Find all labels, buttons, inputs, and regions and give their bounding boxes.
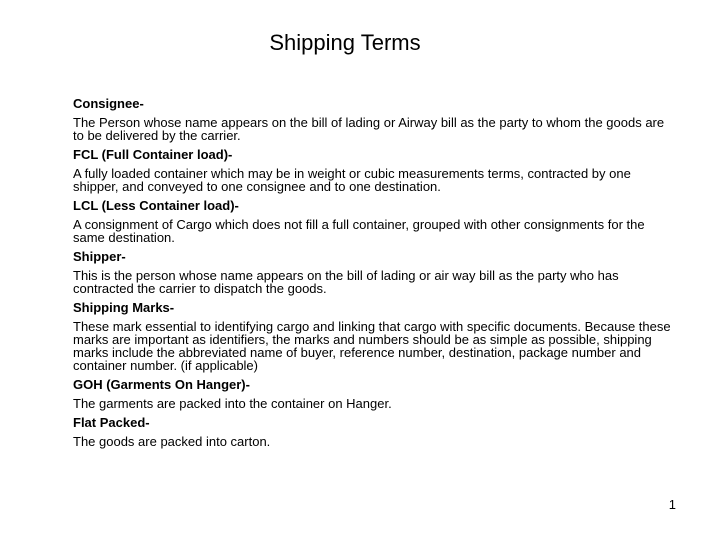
term-definition-consignee: The Person whose name appears on the bill of lading or Airway bill as the party to whom the goods are to be delivered by the carrier. [73, 115, 665, 143]
term-definition-goh: The garments are packed into the container on Hanger. [73, 396, 392, 411]
terms-list [73, 96, 673, 453]
term-heading-shipping-marks: Shipping Marks- [73, 300, 175, 315]
term-definition-fcl: A fully loaded container which may be in weight or cubic measurements terms, contracted by one shipper, and conveyed to one consignee and to one destination. [73, 166, 631, 194]
page-number: 1 [668, 497, 676, 512]
term-definition-flat-packed: The goods are packed into carton. [73, 434, 271, 449]
slide-title: Shipping Terms [269, 30, 421, 55]
term-heading-shipper: Shipper- [73, 249, 126, 264]
term-definition-shipping-marks: These mark essential to identifying cargo and linking that cargo with specific documents. Because these marks are important as identifiers, the marks and numbers should be as simple as possible, shipping marks include the abbreviated name of buyer, reference number, destination, package number and container number. (if applicable) [73, 319, 671, 373]
term-heading-consignee: Consignee- [73, 96, 144, 111]
term-heading-lcl: LCL (Less Container load)- [73, 198, 239, 213]
term-heading-goh: GOH (Garments On Hanger)- [73, 377, 250, 392]
term-definition-lcl: A consignment of Cargo which does not fill a full container, grouped with other consignments for the same destination. [73, 217, 645, 245]
term-heading-fcl: FCL (Full Container load)- [73, 147, 233, 162]
term-definition-shipper: This is the person whose name appears on the bill of lading or air way bill as the party who has contracted the carrier to dispatch the goods. [73, 268, 619, 296]
term-heading-flat-packed: Flat Packed- [73, 415, 150, 430]
